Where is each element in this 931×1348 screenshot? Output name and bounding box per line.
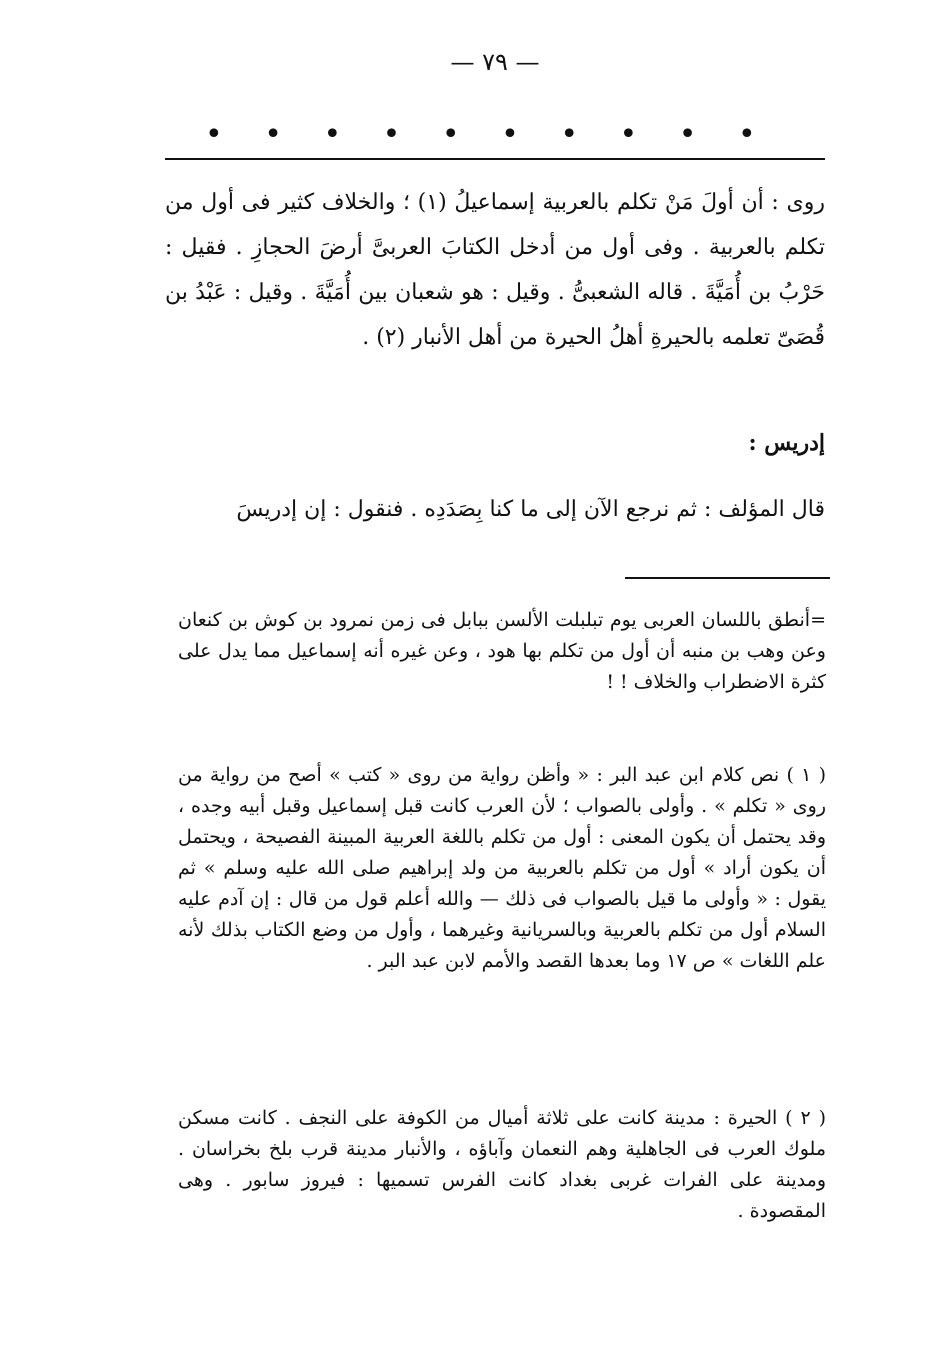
main-paragraph: روى : أن أولَ مَنْ تكلم بالعربية إسماعيلُ (١) ؛ والخلاف كثير فى أول من تكلم بالعربية . وفى أول من أدخل الكتابَ العربىَّ أرضَ الحجازِ . فقيل : حَرْبُ بن أُمَيَّةَ . قاله الشعبىُّ . وقيل : هو شعبان بين أُمَيَّةَ . وقيل : عَبْدُ بن قُصَىّ تعلمه بالحيرةِ أهلُ الحيرة من أهل الأنبار (٢) . bbox=[165, 190, 825, 350]
section-heading: إدريس : bbox=[748, 430, 825, 456]
separator-dot: • bbox=[619, 117, 638, 152]
separator-dot: • bbox=[382, 117, 401, 152]
top-rule bbox=[165, 158, 825, 160]
separator-dot: • bbox=[560, 117, 579, 152]
page-number: — ٧٩ — bbox=[450, 48, 540, 76]
section-separator-dots bbox=[205, 117, 756, 152]
separator-dot: • bbox=[501, 117, 519, 152]
separator-dot: • bbox=[264, 117, 282, 152]
footnote-rule bbox=[625, 577, 830, 579]
footnote-1-text: ( ١ ) نص كلام ابن عبد البر : « وأظن رواية من روى « كتب » أصح من رواية من روى « تكلم » . وأولى بالصواب ؛ لأن العرب كانت قبل إسماعيل وقبل أبيه وجده ، وقد يحتمل أن يكون المعنى : أول من تكلم باللغة العربية المبينة الفصيحة ، ويحتمل أن يكون أراد » أول من تكلم بالعربية من ولد إبراهيم صلى الله عليه وسلم » ثم يقول : « وأولى ما قيل بالصواب فى ذلك — والله أعلم قول من قال : إن آدم عليه السلام أول من تكلم بالعربية وبالسريانية وغيرهما ، وأول من وضع الكتاب بذلك لأنه علم اللغات » ص ١٧ وما بعدها القصد والأمم لابن عبد البر . bbox=[178, 764, 826, 972]
main-body bbox=[165, 180, 825, 360]
separator-dot: • bbox=[737, 117, 756, 152]
section-first-line: قال المؤلف : ثم نرجع الآن إلى ما كنا بِصَدَدِه . فنقول : إن إدريسَ bbox=[236, 497, 825, 522]
separator-dot: • bbox=[441, 117, 460, 152]
separator-dot: • bbox=[205, 117, 223, 152]
separator-dot: • bbox=[323, 117, 342, 152]
footnote-1 bbox=[178, 760, 826, 977]
footnote-2 bbox=[178, 1103, 826, 1227]
footnote-2-text: ( ٢ ) الحيرة : مدينة كانت على ثلاثة أميال من الكوفة على النجف . كانت مسكن ملوك العرب فى الجاهلية وهم النعمان وآباؤه ، والأنبار مدينة قرب بلخ بخراسان . ومدينة على الفرات غربى بغداد كانت الفرس تسميها : فيروز سابور . وهى المقصودة . bbox=[178, 1107, 827, 1222]
separator-dot: • bbox=[678, 117, 697, 152]
footnote-continuation bbox=[178, 605, 826, 698]
footnote-continuation-text: =أنطق باللسان العربى يوم تبلبلت الألسن ببابل فى زمن نمرود بن كوش بن كنعان وعن وهب بن منبه أن أول من تكلم بها هود ، وعن غيره أنه إسماعيل مما يدل على كثرة الاضطراب والخلاف ! ! bbox=[178, 609, 826, 693]
